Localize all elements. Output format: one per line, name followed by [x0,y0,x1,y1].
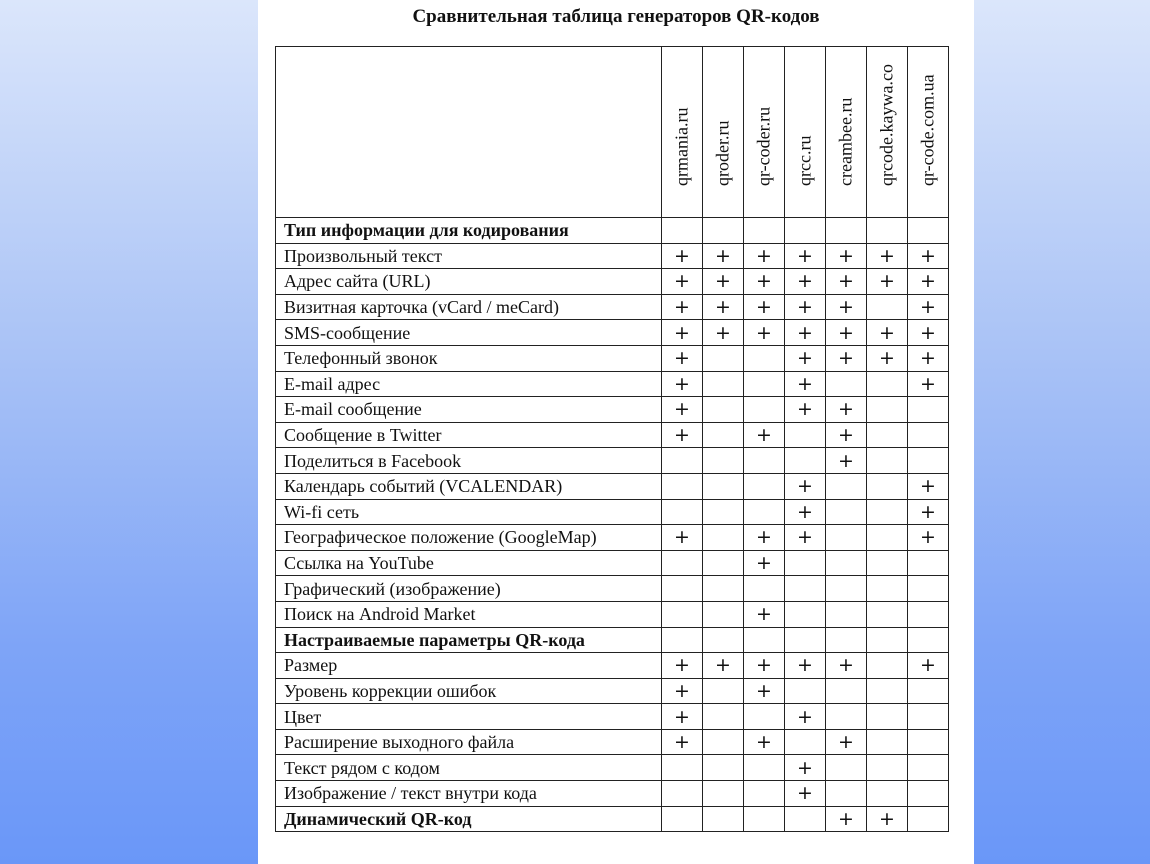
section-header-row [276,218,949,244]
support-mark-cell: + [785,345,826,371]
support-mark-cell [703,473,744,499]
support-mark-cell [703,806,744,832]
row-label: Изображение / текст внутри кода [276,781,662,807]
support-mark-cell [826,755,867,781]
support-mark-cell [908,678,949,704]
support-mark-cell [703,499,744,525]
support-mark-cell [744,806,785,832]
support-mark-cell [867,448,908,474]
support-mark-cell [785,601,826,627]
support-mark-cell [867,653,908,679]
support-mark-cell: + [908,345,949,371]
support-mark-cell [908,422,949,448]
column-header: qrcode.kaywa.co [867,47,908,218]
table-row [276,422,949,448]
support-mark-cell: + [826,653,867,679]
support-mark-cell [867,294,908,320]
support-mark-cell: + [826,806,867,832]
table-body [276,218,949,832]
table-row [276,755,949,781]
support-mark-cell: + [744,320,785,346]
support-mark-cell [785,678,826,704]
support-mark-cell [785,422,826,448]
support-mark-cell: + [785,320,826,346]
support-mark-cell: + [662,243,703,269]
row-label: Уровень коррекции ошибок [276,678,662,704]
support-mark-cell [867,473,908,499]
row-label: E-mail адрес [276,371,662,397]
support-mark-cell [826,576,867,602]
table-row [276,601,949,627]
support-mark-cell [785,806,826,832]
row-label: Текст рядом с кодом [276,755,662,781]
support-mark-cell [785,729,826,755]
support-mark-cell [662,448,703,474]
row-label: Расширение выходного файла [276,729,662,755]
support-mark-cell [867,627,908,653]
support-mark-cell: + [826,294,867,320]
table-row [276,781,949,807]
support-mark-cell [826,678,867,704]
row-label: Динамический QR-код [276,806,662,832]
support-mark-cell: + [908,320,949,346]
support-mark-cell [703,371,744,397]
support-mark-cell: + [662,371,703,397]
support-mark-cell [867,550,908,576]
support-mark-cell [744,755,785,781]
support-mark-cell: + [785,781,826,807]
support-mark-cell [662,550,703,576]
support-mark-cell [744,499,785,525]
row-label: Календарь событий (VCALENDAR) [276,473,662,499]
support-mark-cell: + [785,294,826,320]
table-row [276,320,949,346]
support-mark-cell [867,218,908,244]
support-mark-cell [662,218,703,244]
support-mark-cell: + [703,269,744,295]
support-mark-cell [826,525,867,551]
support-mark-cell: + [662,678,703,704]
support-mark-cell [867,371,908,397]
support-mark-cell: + [785,269,826,295]
support-mark-cell [826,601,867,627]
support-mark-cell [867,576,908,602]
support-mark-cell: + [744,243,785,269]
column-header: qrmania.ru [662,47,703,218]
support-mark-cell: + [867,243,908,269]
support-mark-cell: + [744,269,785,295]
support-mark-cell [867,499,908,525]
row-label: Произвольный текст [276,243,662,269]
row-label: Размер [276,653,662,679]
support-mark-cell [908,397,949,423]
row-label: Визитная карточка (vCard / meCard) [276,294,662,320]
table-row [276,243,949,269]
table-row [276,371,949,397]
table-row [276,294,949,320]
support-mark-cell [908,576,949,602]
support-mark-cell [785,576,826,602]
support-mark-cell [703,448,744,474]
column-header: qrcc.ru [785,47,826,218]
support-mark-cell [867,729,908,755]
support-mark-cell [703,704,744,730]
support-mark-cell: + [703,653,744,679]
support-mark-cell: + [662,269,703,295]
table-row [276,653,949,679]
row-label: E-mail сообщение [276,397,662,423]
row-label: Сообщение в Twitter [276,422,662,448]
header-row [276,47,949,218]
support-mark-cell [662,499,703,525]
column-header: qr-code.com.ua [908,47,949,218]
support-mark-cell [867,781,908,807]
support-mark-cell [908,218,949,244]
support-mark-cell: + [826,320,867,346]
support-mark-cell [703,422,744,448]
support-mark-cell [744,448,785,474]
support-mark-cell [867,678,908,704]
row-label: SMS-сообщение [276,320,662,346]
support-mark-cell: + [826,729,867,755]
support-mark-cell: + [662,729,703,755]
support-mark-cell [703,678,744,704]
support-mark-cell [662,806,703,832]
support-mark-cell: + [744,653,785,679]
support-mark-cell [703,601,744,627]
support-mark-cell: + [785,755,826,781]
support-mark-cell [703,550,744,576]
support-mark-cell [703,729,744,755]
table-row [276,704,949,730]
support-mark-cell: + [703,320,744,346]
support-mark-cell [908,627,949,653]
support-mark-cell [867,704,908,730]
support-mark-cell [662,576,703,602]
support-mark-cell [908,729,949,755]
support-mark-cell: + [908,653,949,679]
support-mark-cell [703,397,744,423]
support-mark-cell: + [785,525,826,551]
support-mark-cell: + [785,499,826,525]
support-mark-cell [703,345,744,371]
row-label: Графический (изображение) [276,576,662,602]
table-row [276,448,949,474]
support-mark-cell: + [826,269,867,295]
support-mark-cell [703,781,744,807]
support-mark-cell [826,499,867,525]
support-mark-cell: + [744,601,785,627]
support-mark-cell [703,755,744,781]
table-row [276,473,949,499]
support-mark-cell [744,371,785,397]
column-header: qr-coder.ru [744,47,785,218]
support-mark-cell: + [826,243,867,269]
support-mark-cell: + [908,371,949,397]
support-mark-cell: + [744,550,785,576]
support-mark-cell [826,218,867,244]
column-header: qroder.ru [703,47,744,218]
support-mark-cell [744,473,785,499]
support-mark-cell [785,448,826,474]
support-mark-cell: + [744,422,785,448]
support-mark-cell: + [744,525,785,551]
support-mark-cell: + [867,269,908,295]
support-mark-cell [703,627,744,653]
support-mark-cell: + [662,294,703,320]
support-mark-cell [826,473,867,499]
support-mark-cell: + [662,345,703,371]
support-mark-cell: + [908,243,949,269]
column-header: creambee.ru [826,47,867,218]
support-mark-cell [785,627,826,653]
support-mark-cell: + [826,345,867,371]
table-row [276,525,949,551]
row-label: Wi-fi сеть [276,499,662,525]
support-mark-cell: + [826,422,867,448]
support-mark-cell: + [785,653,826,679]
document-sheet [258,0,974,864]
support-mark-cell [908,806,949,832]
support-mark-cell [908,601,949,627]
support-mark-cell: + [744,294,785,320]
support-mark-cell: + [867,345,908,371]
support-mark-cell [662,473,703,499]
support-mark-cell [744,218,785,244]
support-mark-cell: + [908,525,949,551]
support-mark-cell [867,601,908,627]
support-mark-cell [744,781,785,807]
support-mark-cell [826,550,867,576]
support-mark-cell: + [908,499,949,525]
support-mark-cell [785,218,826,244]
support-mark-cell: + [826,397,867,423]
table-row [276,576,949,602]
support-mark-cell [744,576,785,602]
support-mark-cell: + [662,397,703,423]
support-mark-cell [785,550,826,576]
support-mark-cell [867,755,908,781]
section-header-row [276,627,949,653]
support-mark-cell [908,781,949,807]
table-row [276,729,949,755]
row-label: Поиск на Android Market [276,601,662,627]
row-label: Географическое положение (GoogleMap) [276,525,662,551]
support-mark-cell: + [703,294,744,320]
support-mark-cell: + [785,371,826,397]
support-mark-cell [908,448,949,474]
support-mark-cell [826,627,867,653]
support-mark-cell [908,755,949,781]
support-mark-cell: + [662,525,703,551]
header-corner-cell [276,47,662,218]
support-mark-cell [703,576,744,602]
comparison-table [275,46,949,832]
support-mark-cell: + [703,243,744,269]
table-row [276,499,949,525]
support-mark-cell: + [908,294,949,320]
support-mark-cell: + [908,269,949,295]
support-mark-cell: + [785,243,826,269]
support-mark-cell: + [826,448,867,474]
row-label: Телефонный звонок [276,345,662,371]
support-mark-cell: + [744,729,785,755]
table-row [276,678,949,704]
support-mark-cell [826,704,867,730]
support-mark-cell: + [662,422,703,448]
support-mark-cell: + [867,806,908,832]
row-label: Поделиться в Facebook [276,448,662,474]
support-mark-cell [867,525,908,551]
row-label: Настраиваемые параметры QR-кода [276,627,662,653]
support-mark-cell [662,781,703,807]
support-mark-cell: + [867,320,908,346]
support-mark-cell: + [908,473,949,499]
support-mark-cell [867,397,908,423]
row-label: Тип информации для кодирования [276,218,662,244]
table-row [276,397,949,423]
support-mark-cell: + [785,473,826,499]
row-label: Ссылка на YouTube [276,550,662,576]
support-mark-cell [703,525,744,551]
support-mark-cell [744,397,785,423]
support-mark-cell [867,422,908,448]
support-mark-cell [744,704,785,730]
support-mark-cell [662,627,703,653]
row-label: Цвет [276,704,662,730]
support-mark-cell [908,704,949,730]
support-mark-cell [826,781,867,807]
support-mark-cell: + [662,653,703,679]
table-row [276,550,949,576]
support-mark-cell [662,755,703,781]
support-mark-cell: + [662,704,703,730]
support-mark-cell: + [662,320,703,346]
support-mark-cell [744,627,785,653]
table-row [276,269,949,295]
table-row [276,345,949,371]
row-label: Адрес сайта (URL) [276,269,662,295]
support-mark-cell [662,601,703,627]
support-mark-cell: + [785,397,826,423]
support-mark-cell: + [785,704,826,730]
support-mark-cell [703,218,744,244]
document-title: Сравнительная таблица генераторов QR-кодов [412,6,820,27]
support-mark-cell [744,345,785,371]
support-mark-cell [826,371,867,397]
support-mark-cell: + [744,678,785,704]
support-mark-cell [908,550,949,576]
section-header-row [276,806,949,832]
